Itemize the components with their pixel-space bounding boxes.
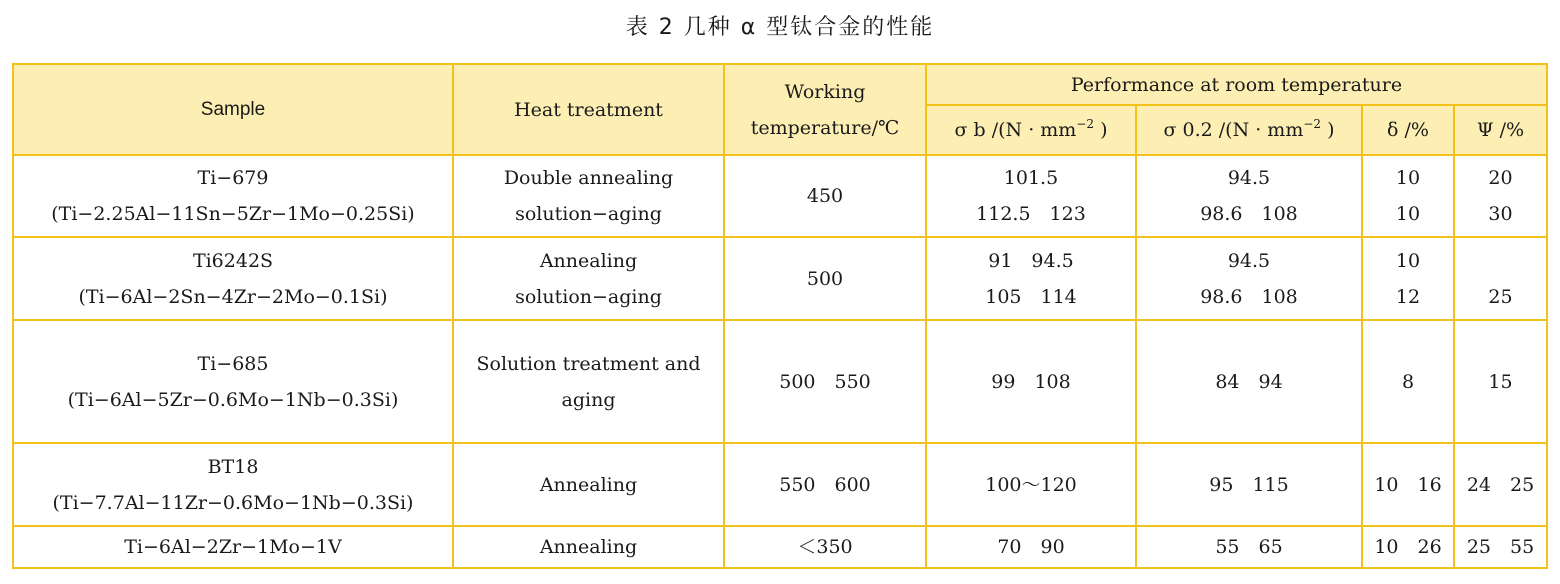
header-sample: Sample (13, 64, 453, 155)
sigma-b-value: 112.5 123 (976, 203, 1086, 225)
sigma-02-value: 98.6 108 (1200, 285, 1298, 308)
sigma-02-cell (1136, 155, 1362, 237)
psi-cell (1454, 237, 1547, 320)
delta-value: 12 (1395, 285, 1421, 308)
table-title: 表 2 几种 α 型钛合金的性能 (625, 15, 935, 40)
sample-cell (13, 237, 453, 320)
working-temp-cell: 550 600 (724, 443, 926, 526)
sigma-b-cell: 70 90 (926, 526, 1136, 568)
header-heat-treatment: Heat treatment (453, 64, 724, 155)
header-sigma-02-exp: −2 (1303, 117, 1322, 131)
psi-cell (1454, 155, 1547, 237)
heat-treatment-line: Double annealing (503, 167, 674, 189)
header-working-temperature (724, 64, 926, 155)
sample-composition: (Ti−6Al−2Sn−4Zr−2Mo−0.1Si) (78, 285, 388, 308)
working-temp-cell: 500 (724, 237, 926, 320)
sigma-b-value: 91 94.5 (988, 249, 1074, 272)
header-working-temp-line2: temperature/℃ (750, 116, 900, 139)
sample-cell (13, 443, 453, 526)
psi-value: 25 (1488, 285, 1513, 308)
psi-value: 20 (1488, 167, 1513, 189)
sample-composition: (Ti−6Al−5Zr−0.6Mo−1Nb−0.3Si) (67, 388, 399, 411)
header-performance: Performance at room temperature (926, 64, 1547, 105)
table-row (13, 443, 1547, 526)
sigma-02-cell: 55 65 (1136, 526, 1362, 568)
table-row (13, 320, 1547, 443)
psi-cell: 24 25 (1454, 443, 1547, 526)
heat-treatment-line: solution−aging (515, 285, 662, 308)
sigma-b-cell (926, 237, 1136, 320)
psi-value: 30 (1488, 203, 1513, 225)
working-temp-cell: 500 550 (724, 320, 926, 443)
header-sigma-b-text: σ b /(N · mm (954, 119, 1077, 141)
sample-name: Ti6242S (192, 249, 274, 272)
sample-name: Ti−679 (197, 167, 269, 189)
working-temp-cell: 450 (724, 155, 926, 237)
sigma-b-value: 101.5 (1003, 167, 1059, 189)
psi-value (1455, 243, 1546, 279)
heat-treatment-cell: Annealing (453, 526, 724, 568)
heat-treatment-cell (453, 320, 724, 443)
delta-cell: 10 16 (1362, 443, 1454, 526)
delta-cell: 10 26 (1362, 526, 1454, 568)
sigma-02-value: 98.6 108 (1200, 203, 1298, 225)
sample-cell (13, 155, 453, 237)
sample-cell (13, 320, 453, 443)
header-sigma-b-exp: −2 (1076, 117, 1095, 131)
working-temp-cell: ＜350 (724, 526, 926, 568)
heat-treatment-line: Solution treatment and (476, 352, 701, 375)
header-psi: Ψ /% (1454, 105, 1547, 155)
delta-cell: 8 (1362, 320, 1454, 443)
header-sigma-b (926, 105, 1136, 155)
sigma-02-cell: 84 94 (1136, 320, 1362, 443)
header-sigma-02 (1136, 105, 1362, 155)
sigma-02-value: 94.5 (1227, 167, 1271, 189)
heat-treatment-line: Annealing (539, 249, 638, 272)
delta-value: 10 (1395, 167, 1421, 189)
heat-treatment-line: aging (561, 388, 616, 411)
sigma-b-value: 105 114 (985, 285, 1077, 308)
sample-name: Ti−685 (197, 352, 269, 375)
delta-value: 10 (1395, 249, 1421, 272)
delta-cell (1362, 237, 1454, 320)
alloy-properties-table (12, 63, 1548, 569)
sigma-02-value: 94.5 (1227, 249, 1271, 272)
sample-composition: (Ti−2.25Al−11Sn−5Zr−1Mo−0.25Si) (51, 203, 415, 225)
header-delta: δ /% (1362, 105, 1454, 155)
header-working-temp-line1: Working (784, 80, 866, 103)
header-sigma-02-text: σ 0.2 /(N · mm (1163, 119, 1304, 141)
delta-cell (1362, 155, 1454, 237)
sigma-02-cell: 95 115 (1136, 443, 1362, 526)
heat-treatment-line: solution−aging (515, 203, 662, 225)
psi-cell: 15 (1454, 320, 1547, 443)
sigma-b-cell: 99 108 (926, 320, 1136, 443)
heat-treatment-cell (453, 155, 724, 237)
header-row-1 (13, 64, 1547, 105)
table-row (13, 155, 1547, 237)
sigma-b-cell (926, 155, 1136, 237)
heat-treatment-cell: Annealing (453, 443, 724, 526)
sigma-b-cell: 100～120 (926, 443, 1136, 526)
psi-cell: 25 55 (1454, 526, 1547, 568)
header-sigma-b-close: ) (1094, 119, 1108, 141)
sample-name: BT18 (207, 455, 259, 478)
table-row (13, 526, 1547, 568)
heat-treatment-cell (453, 237, 724, 320)
sigma-02-cell (1136, 237, 1362, 320)
delta-value: 10 (1395, 203, 1421, 225)
sample-composition: (Ti−7.7Al−11Zr−0.6Mo−1Nb−0.3Si) (52, 491, 414, 514)
table-row (13, 237, 1547, 320)
sample-cell: Ti−6Al−2Zr−1Mo−1V (13, 526, 453, 568)
header-sigma-02-close: ) (1321, 119, 1335, 141)
